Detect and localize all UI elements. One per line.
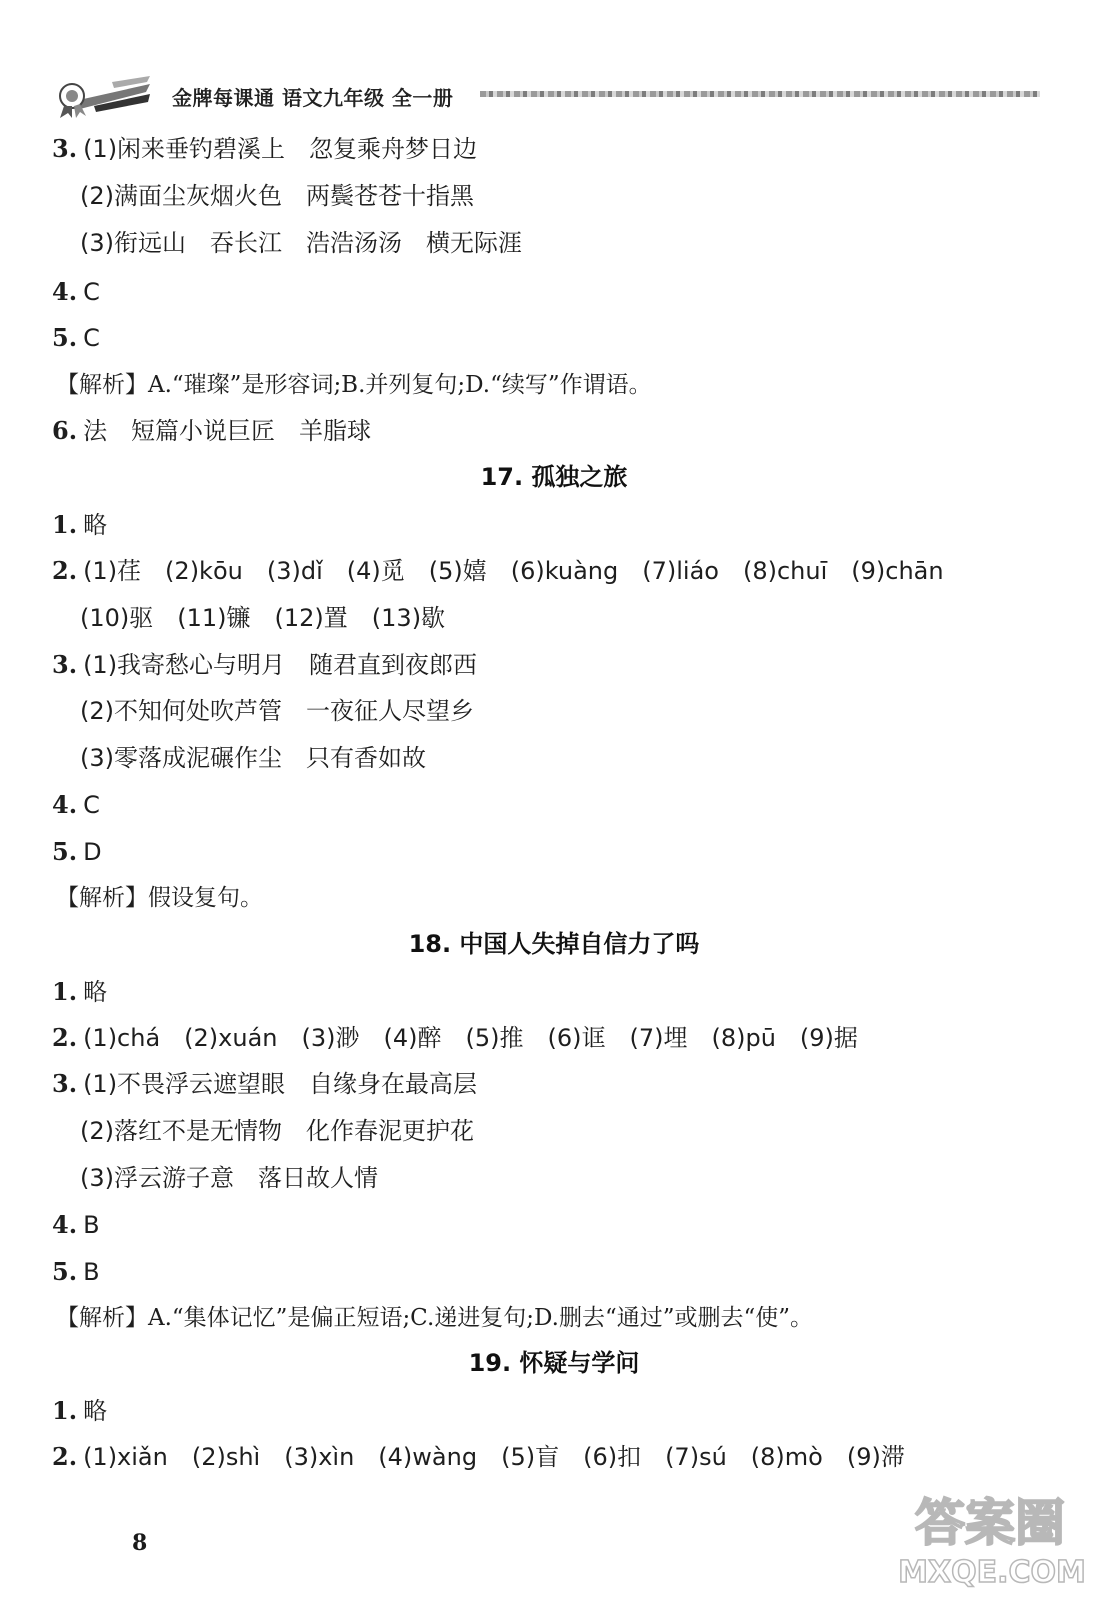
answer-line: (10)驱 (11)镰 (12)置 (13)歇 xyxy=(80,604,446,632)
answer-line: (3)浮云游子意 落日故人情 xyxy=(80,1164,378,1192)
svg-text:答案圈: 答案圈 xyxy=(915,1494,1065,1552)
answer-line: 6. 法 短篇小说巨匠 羊脂球 xyxy=(52,416,372,445)
page-header xyxy=(50,72,1040,118)
medal-ribbon-icon xyxy=(50,72,160,118)
page-number: 8 xyxy=(132,1530,148,1556)
watermark-logo xyxy=(880,1478,1100,1593)
answer-line: 2. (1)chá (2)xuán (3)渺 (4)醉 (5)推 (6)诓 (7)埋 (8)pū (9)据 xyxy=(52,1023,858,1052)
answer-line: 1. 略 xyxy=(52,510,108,539)
answer-line: (2)满面尘灰烟火色 两鬓苍苍十指黑 xyxy=(80,182,474,210)
answer-line: 2. (1)荏 (2)kōu (3)dǐ (4)觅 (5)嬉 (6)kuàng (7)liáo (8)chuī (9)chān xyxy=(52,556,944,585)
answer-line: 3. (1)我寄愁心与明月 随君直到夜郎西 xyxy=(52,650,478,679)
answer-line: 4. C xyxy=(52,790,100,819)
answer-line: 4. B xyxy=(52,1210,100,1239)
svg-text:MXQE.COM: MXQE.COM xyxy=(898,1555,1086,1590)
answer-line: 3. (1)闲来垂钓碧溪上 忽复乘舟梦日边 xyxy=(52,134,478,163)
answer-line: 1. 略 xyxy=(52,1396,108,1425)
section-title: 18. 中国人失掉自信力了吗 xyxy=(408,930,700,958)
answer-line: (3)零落成泥碾作尘 只有香如故 xyxy=(80,744,426,772)
book-title: 金牌每课通 语文九年级 全一册 xyxy=(172,86,454,110)
answer-line: (2)落红不是无情物 化作春泥更护花 xyxy=(80,1117,474,1145)
analysis-note: 【解析】A.“集体记忆”是偏正短语;C.递进复句;D.删去“通过”或删去“使”。 xyxy=(56,1305,813,1331)
answer-line: 5. C xyxy=(52,323,100,352)
answer-line: (2)不知何处吹芦管 一夜征人尽望乡 xyxy=(80,697,474,725)
answer-line: 5. B xyxy=(52,1257,100,1286)
header-rule xyxy=(480,91,1040,97)
analysis-note: 【解析】假设复句。 xyxy=(56,885,263,911)
answer-line: (3)衔远山 吞长江 浩浩汤汤 横无际涯 xyxy=(80,229,522,257)
section-title: 17. 孤独之旅 xyxy=(480,463,628,491)
answer-line: 4. C xyxy=(52,277,100,306)
answer-line: 5. D xyxy=(52,837,102,866)
answer-line: 1. 略 xyxy=(52,977,108,1006)
answer-line: 3. (1)不畏浮云遮望眼 自缘身在最高层 xyxy=(52,1069,478,1098)
analysis-note: 【解析】A.“璀璨”是形容词;B.并列复句;D.“续写”作谓语。 xyxy=(56,372,652,398)
section-title: 19. 怀疑与学问 xyxy=(468,1349,640,1377)
answer-line: 2. (1)xiǎn (2)shì (3)xìn (4)wàng (5)盲 (6)扣 (7)sú (8)mò (9)滞 xyxy=(52,1442,905,1471)
